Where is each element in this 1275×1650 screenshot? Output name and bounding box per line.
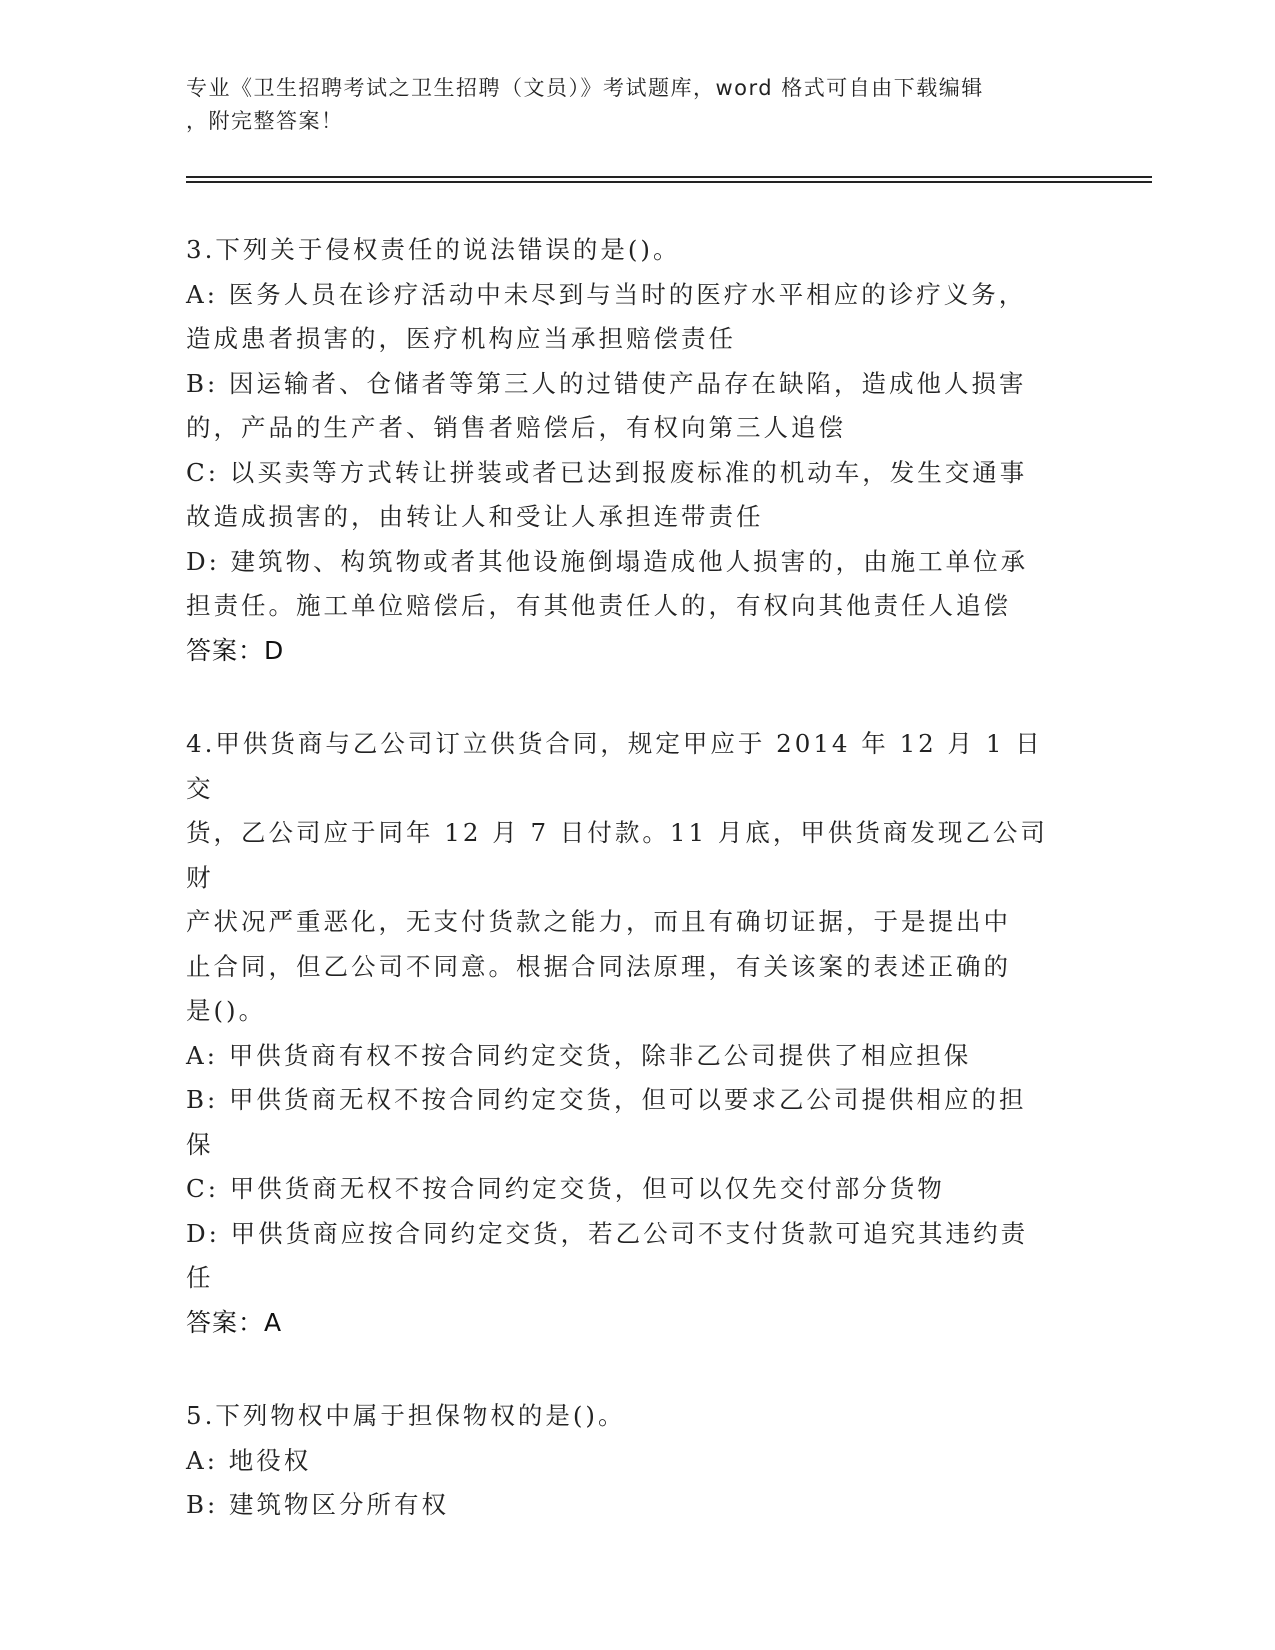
- option-c: [186, 451, 1066, 540]
- option-line: A: 地役权: [186, 1445, 312, 1475]
- question-stem: [186, 722, 1066, 1034]
- option-line: D: 甲供货商应按合同约定交货，若乙公司不支付货款可追究其违约责: [186, 1218, 1029, 1248]
- header-divider-bottom: [186, 181, 1152, 183]
- stem-line: 产状况严重恶化，无支付货款之能力，而且有确切证据，于是提出中: [186, 907, 1011, 936]
- option-line: B: 建筑物区分所有权: [186, 1490, 450, 1519]
- option-line: 任: [186, 1263, 214, 1292]
- stem-line: 是()。: [186, 996, 267, 1025]
- question-4: [186, 722, 1066, 1345]
- option-line: 故造成损害的，由转让人和受让人承担连带责任: [186, 502, 764, 531]
- answer-label: 答案：D: [186, 635, 285, 665]
- stem-line: 4.甲供货商与乙公司订立供货合同，规定甲应于 2014 年 12 月 1 日交: [186, 729, 1043, 803]
- option-d: [186, 1212, 1066, 1301]
- option-line: A: 甲供货商有权不按合同约定交货，除非乙公司提供了相应担保: [186, 1040, 972, 1070]
- question-stem: 5.下列物权中属于担保物权的是()。: [186, 1401, 626, 1430]
- option-line: C: 甲供货商无权不按合同约定交货，但可以仅先交付部分货物: [186, 1174, 945, 1203]
- option-a: [186, 273, 1066, 362]
- option-b: [186, 1078, 1066, 1167]
- header-divider-top: [186, 176, 1152, 178]
- option-a: [186, 1034, 1066, 1079]
- header-line-1: 专业《卫生招聘考试之卫生招聘（文员）》考试题库，word 格式可自由下载编辑: [186, 76, 984, 100]
- header-line-2: ，附完整答案！: [186, 109, 344, 133]
- stem-line: 货，乙公司应于同年 12 月 7 日付款。11 月底，甲供货商发现乙公司财: [186, 818, 1048, 892]
- option-line: B: 甲供货商无权不按合同约定交货，但可以要求乙公司提供相应的担: [186, 1085, 1027, 1114]
- option-b: [186, 1483, 1066, 1528]
- question-list: [186, 228, 1066, 1577]
- answer-label: 答案：A: [186, 1307, 283, 1337]
- option-line: 保: [186, 1129, 214, 1159]
- option-a: [186, 1439, 1066, 1484]
- option-b: [186, 362, 1066, 451]
- option-line: 担责任。施工单位赔偿后，有其他责任人的，有权向其他责任人追偿: [186, 591, 1011, 620]
- option-line: 的，产品的生产者、销售者赔偿后，有权向第三人追偿: [186, 413, 846, 442]
- document-header: [186, 72, 1066, 138]
- question-3: [186, 228, 1066, 673]
- option-line: D: 建筑物、构筑物或者其他设施倒塌造成他人损害的，由施工单位承: [186, 546, 1029, 576]
- option-line: B: 因运输者、仓储者等第三人的过错使产品存在缺陷，造成他人损害: [186, 368, 1027, 398]
- question-stem: 3.下列关于侵权责任的说法错误的是()。: [186, 235, 681, 264]
- option-line: C: 以买卖等方式转让拼装或者已达到报废标准的机动车，发生交通事: [186, 457, 1028, 487]
- question-5: [186, 1394, 1066, 1528]
- option-c: [186, 1167, 1066, 1212]
- option-d: [186, 540, 1066, 629]
- stem-line: 止合同，但乙公司不同意。根据合同法原理，有关该案的表述正确的: [186, 951, 1011, 981]
- option-line: A: 医务人员在诊疗活动中未尽到与当时的医疗水平相应的诊疗义务，: [186, 279, 1027, 309]
- option-line: 造成患者损害的，医疗机构应当承担赔偿责任: [186, 324, 736, 353]
